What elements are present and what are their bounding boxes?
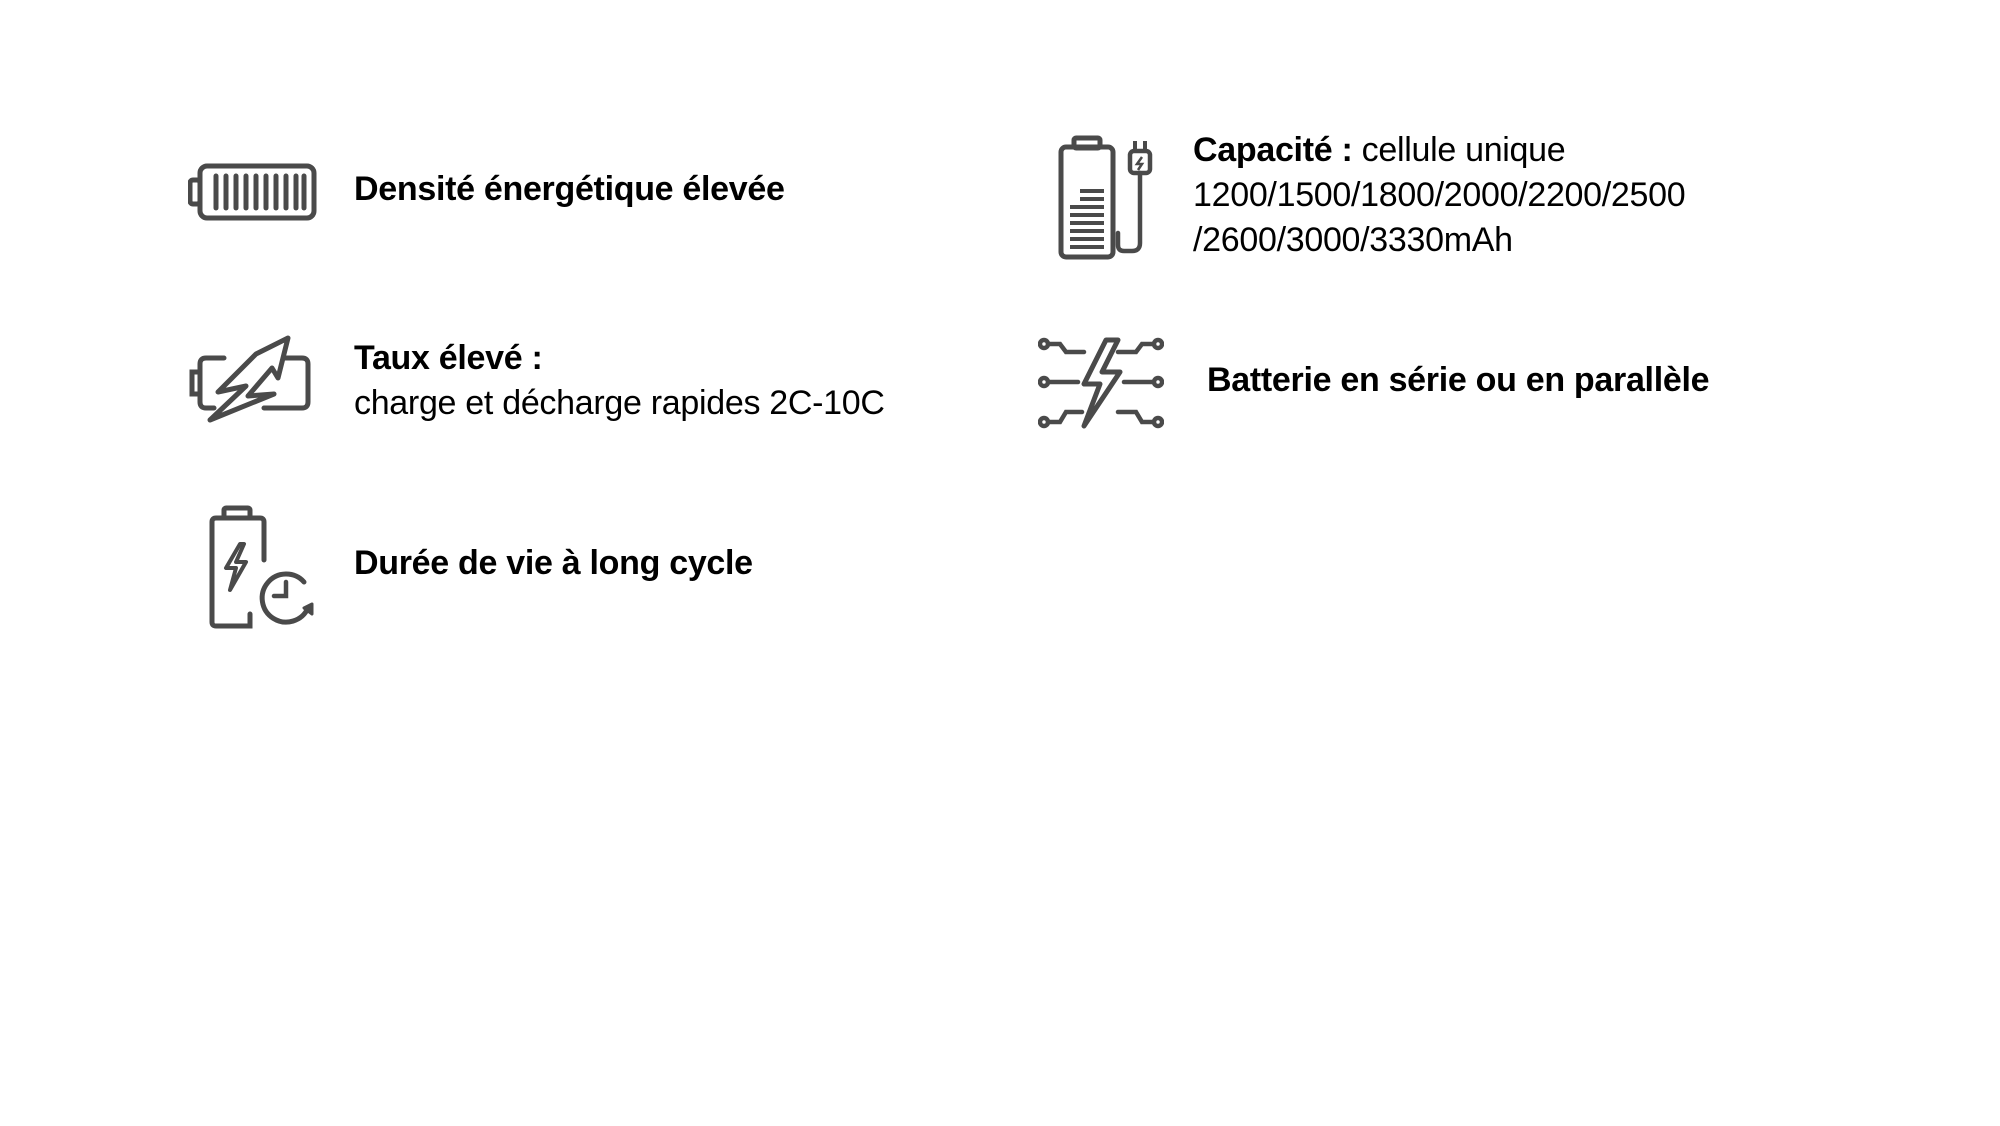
series-parallel-title: Batterie en série ou en parallèle bbox=[1207, 361, 1710, 399]
capacity-label: Capacité : bbox=[1193, 131, 1353, 169]
cycle-life-title: Durée de vie à long cycle bbox=[354, 544, 753, 582]
battery-full-icon bbox=[188, 160, 318, 224]
high-rate-title: Taux élevé : bbox=[354, 339, 543, 377]
energy-density-title: Densité énergétique élevée bbox=[354, 170, 785, 208]
high-rate-text bbox=[354, 336, 885, 426]
circuit-lightning-icon bbox=[1038, 336, 1164, 430]
battery-fast-charge-arrow-icon bbox=[188, 334, 314, 424]
capacity-text bbox=[1193, 128, 1685, 263]
high-rate-description: charge et décharge rapides 2C-10C bbox=[354, 384, 885, 422]
battery-charging-plug-icon bbox=[1058, 135, 1158, 261]
capacity-value-line1: cellule unique bbox=[1352, 131, 1566, 169]
capacity-value-line2: 1200/1500/1800/2000/2200/2500 bbox=[1193, 176, 1686, 214]
battery-clock-icon bbox=[208, 504, 318, 630]
capacity-value-line3: /2600/3000/3330mAh bbox=[1193, 221, 1513, 259]
